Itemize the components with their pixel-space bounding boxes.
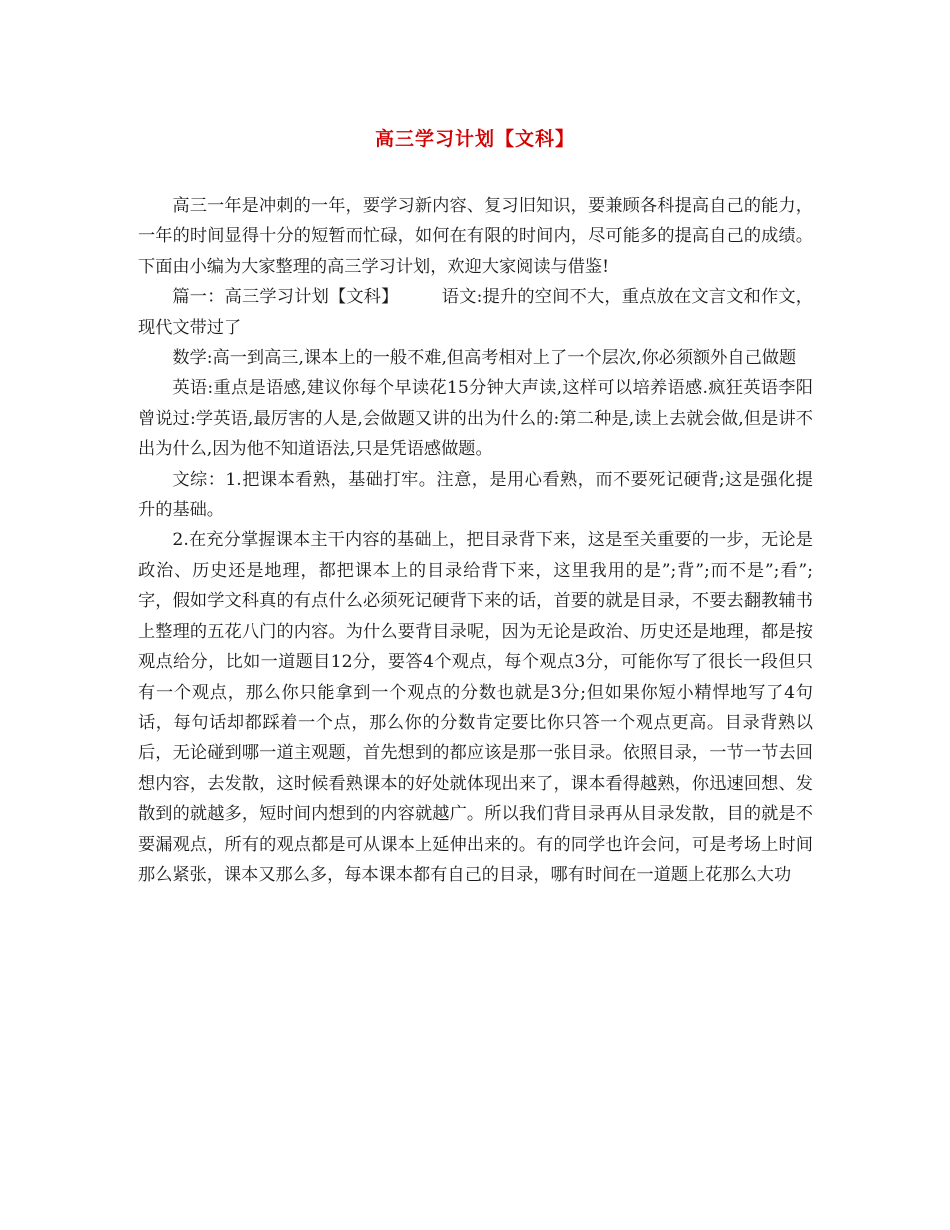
english-paragraph: 英语:重点是语感,建议你每个早读花15分钟大声读,这样可以培养语感.疯狂英语李阳曾说过:学英语,最厉害的人是,会做题又讲的出为什么的:第二种是,读上去就会做,但是讲不出为什么,因为他不知道语法,只是凭语感做题。 bbox=[138, 378, 813, 460]
wenzong-paragraph-2: 2.在充分掌握课本主干内容的基础上，把目录背下来，这是至关重要的一步，无论是政治、历史还是地理，都把课本上的目录给背下来，这里我用的是”;背”;而不是”;看”;字，假如学文科真的有点什么必须死记硬背下来的话，首要的就是目录，不要去翻教辅书上整理的五花八门的内容。为什么要背目录呢，因为无论是政治、历史还是地理，都是按观点给分，比如一道题目12分，要答4个观点，每个观点3分，可能你写了很长一段但只有一个观点，那么你只能拿到一个观点的分数也就是3分;但如果你短小精悍地写了4句话，每句话却都踩着一个点，那么你的分数肯定要比你只答一个观点更高。目录背熟以后，无论碰到哪一道主观题，首先想到的都应该是那一张目录。依照目录，一节一节去回想内容，去发散，这时候看熟课本的好处就体现出来了，课本看得越熟，你迅速回想、发散到的就越多，短时间内想到的内容就越广。所以我们背目录再从目录发散，目的就是不要漏观点，所有的观点都是可从课本上延伸出来的。有的同学也许会问，可是考场上时间那么紧张，课本又那么多，每本课本都有自己的目录，哪有时间在一道题上花那么大功 bbox=[138, 530, 813, 885]
intro-paragraph: 高三一年是冲刺的一年，要学习新内容、复习旧知识，要兼顾各科提高自己的能力，一年的时间显得十分的短暂而忙碌，如何在有限的时间内，尽可能多的提高自己的成绩。下面由小编为大家整理的高三学习计划，欢迎大家阅读与借鉴! bbox=[138, 196, 813, 277]
document-body bbox=[138, 191, 813, 890]
wenzong-paragraph-1: 文综：1.把课本看熟，基础打牢。注意，是用心看熟，而不要死记硬背;这是强化提升的基础。 bbox=[138, 469, 813, 521]
chinese-paragraph bbox=[138, 282, 813, 343]
section-heading: 篇一：高三学习计划【文科】 bbox=[172, 287, 399, 308]
document-title: 高三学习计划【文科】 bbox=[374, 128, 575, 150]
chinese-text: 语文:提升的空间不大，重点放在文言文和作文，现代文带过了 bbox=[138, 287, 813, 338]
math-paragraph: 数学:高一到高三,课本上的一般不难,但高考相对上了一个层次,你必须额外自己做题 bbox=[172, 348, 797, 369]
